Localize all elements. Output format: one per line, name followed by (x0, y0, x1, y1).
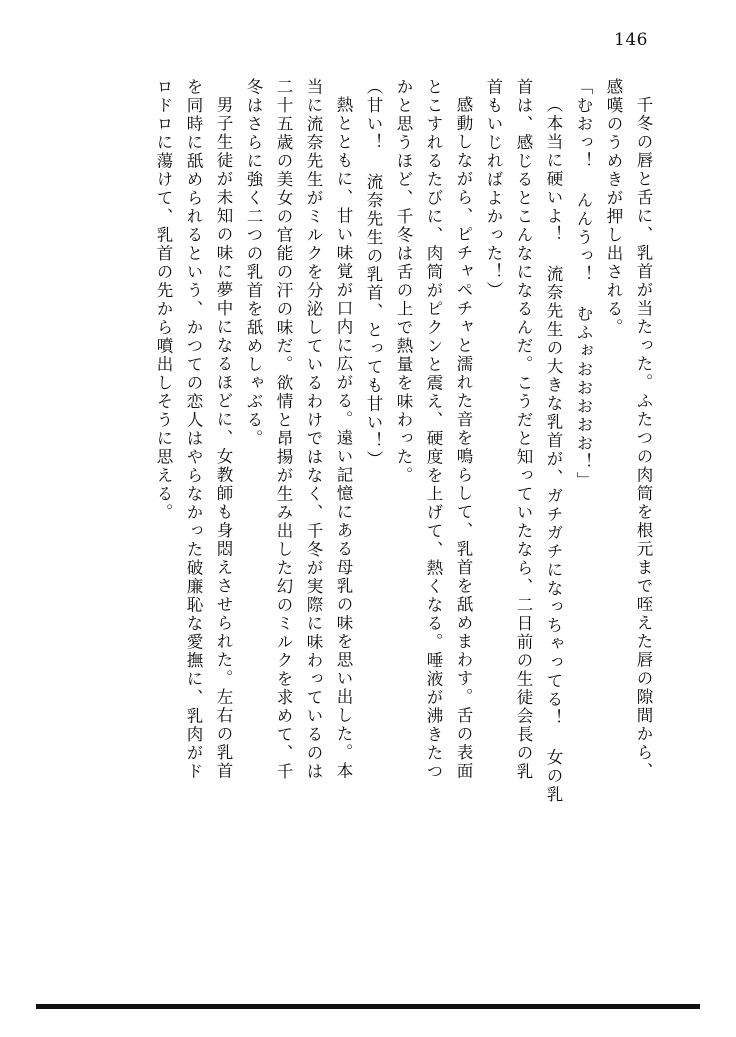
bottom-divider (36, 1004, 700, 1009)
text-line: 感嘆のうめきが押し出される。 (604, 78, 623, 337)
text-line: （甘い！ 流奈先生の乳首、とっても甘い！） (364, 78, 383, 469)
text-line: 千冬の唇と舌に、乳首が当たった。ふたつの肉筒を根元まで咥えた唇の隙間から、 (634, 96, 653, 781)
text-line: ロドロに蕩けて、乳首の先から噴出しそうに思える。 (154, 78, 173, 522)
text-line: とこすれるたびに、肉筒がピクンと震え、硬度を上げて、熱くなる。唾液が沸きたつ (424, 78, 443, 781)
text-line: 冬はさらに強く二つの乳首を舐めしゃぶる。 (244, 78, 263, 448)
text-line: 感動しながら、ピチャペチャと濡れた音を鳴らして、乳首を舐めまわす。舌の表面 (454, 96, 473, 781)
text-line: 首もいじればよかった！） (484, 78, 503, 300)
text-line: （本当に硬いよ！ 流奈先生の大きな乳首が、ガチガチになっちゃってる！ 女の乳 (544, 96, 563, 804)
text-line: 二十五歳の美女の官能の汗の味だ。欲情と昂揚が生み出した幻のミルクを求めて、千 (274, 78, 293, 781)
page-number: 146 (614, 30, 648, 50)
text-line: を同時に舐められるという、かつての恋人はやらなかった破廉恥な愛撫に、乳肉がド (184, 78, 203, 781)
text-line: かと思うほど、千冬は舌の上で熱量を味わった。 (394, 78, 413, 485)
text-line: 男子生徒が未知の味に夢中になるほどに、女教師も身悶えさせられた。左右の乳首 (214, 96, 233, 781)
text-line: 当に流奈先生がミルクを分泌しているわけではなく、千冬が実際に味わっているのは (304, 78, 323, 781)
text-line: 熱とともに、甘い味覚が口内に広がる。遠い記憶にある母乳の味を思い出した。本 (334, 96, 353, 781)
vertical-text-block (92, 78, 658, 958)
text-line: 首は、感じるとこんなになるんだ。こうだと知っていたなら、二日前の生徒会長の乳 (514, 78, 533, 781)
text-line: 「むおっ！ んんうっ！ むふぉおおおおお！」 (574, 78, 593, 490)
